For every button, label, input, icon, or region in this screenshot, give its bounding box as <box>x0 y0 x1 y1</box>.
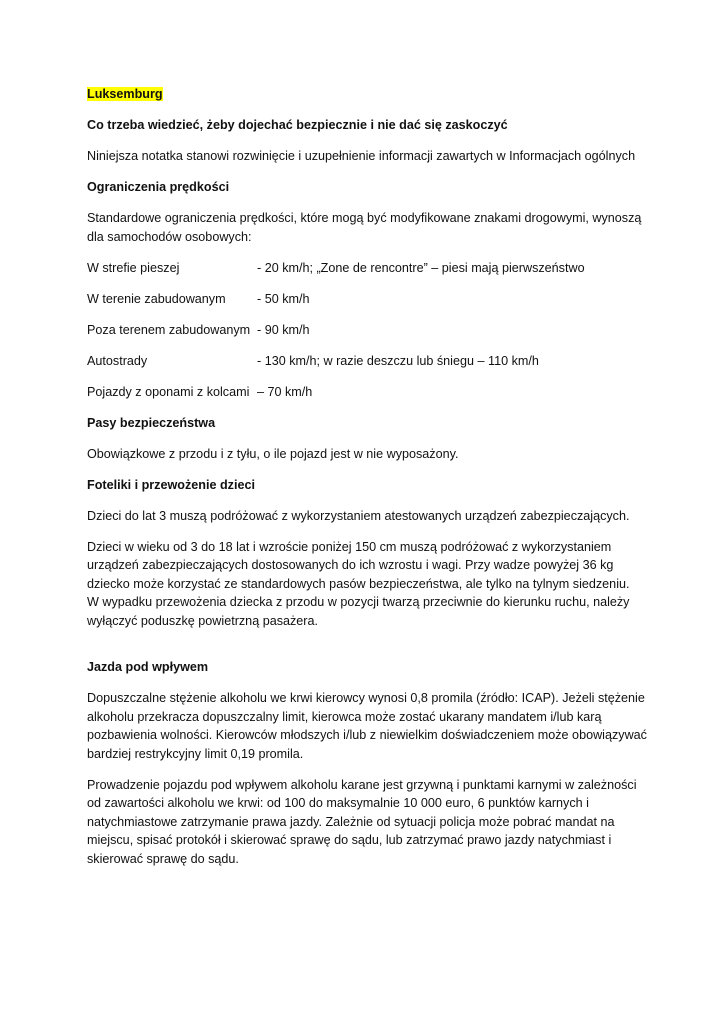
speed-label: Autostrady <box>87 353 148 368</box>
speed-row-motorway <box>87 352 647 371</box>
belts-paragraph: Obowiązkowe z przodu i z tyłu, o ile pojazd jest w nie wyposażony. <box>87 446 459 461</box>
speed-value: - 90 km/h <box>257 322 310 337</box>
speed-label: W terenie zabudowanym <box>87 291 226 306</box>
alcohol-paragraph-1: Dopuszczalne stężenie alkoholu we krwi kierowcy wynosi 0,8 promila (źródło: ICAP). Jeżeli stężenie alkoholu przekracza dopuszczalny limit, kierowca może zostać ukarany mandatem i/lub karą pozbawienia wolności. Kierowców młodszych i/lub z niewielkim doświadczeniem może obowiązywać bardziej restrykcyjny limit 0,19 promila. <box>87 691 647 761</box>
document-subtitle: Co trzeba wiedzieć, żeby dojechać bezpiecznie i nie dać się zaskoczyć <box>87 118 508 132</box>
speed-value: – 70 km/h <box>257 384 313 399</box>
speed-value: - 50 km/h <box>257 291 310 306</box>
intro-paragraph: Niniejsza notatka stanowi rozwinięcie i uzupełnienie informacji zawartych w Informacjach ogólnych <box>87 149 636 163</box>
alcohol-heading: Jazda pod wpływem <box>87 660 209 674</box>
child-heading: Foteliki i przewożenie dzieci <box>87 477 255 492</box>
child-paragraph-1: Dzieci do lat 3 muszą podróżować z wykorzystaniem atestowanych urządzeń zabezpieczających. <box>87 508 630 523</box>
child-paragraph-3-text: W wypadku przewożenia dziecka z przodu w pozycji twarzą przeciwnie do kierunku ruchu, należy wyłączyć poduszkę powietrzną pasażera. <box>87 595 630 628</box>
speed-row-studded-tyres <box>87 383 647 402</box>
speed-label: Pojazdy z oponami z kolcami <box>87 384 250 399</box>
belts-heading: Pasy bezpieczeństwa <box>87 415 216 430</box>
alcohol-paragraph-2: Prowadzenie pojazdu pod wpływem alkoholu karane jest grzywną i punktami karnymi w zależności od zawartości alkoholu we krwi: od 100 do maksymalnie 10 000 euro, 6 punktów karnych i natychmiastowe zatrzymanie prawa jazdy. Zależnie od sytuacji policja może pobrać mandat na miejscu, spisać protokół i skierować sprawę do sądu, lub zatrzymać prawo jazdy natychmiast i skierować sprawę do sądu. <box>87 777 637 866</box>
speed-row-pedestrian <box>87 259 647 278</box>
speed-label: W strefie pieszej <box>87 260 180 275</box>
speed-value: - 130 km/h; w razie deszczu lub śniegu – 110 km/h <box>257 353 539 368</box>
speed-label: Poza terenem zabudowanym <box>87 322 251 337</box>
speed-heading: Ograniczenia prędkości <box>87 180 230 194</box>
child-paragraph-2 <box>87 538 647 631</box>
title-text: Luksemburg <box>87 87 163 101</box>
speed-intro: Standardowe ograniczenia prędkości, które mogą być modyfikowane znakami drogowymi, wynoszą dla samochodów osobowych: <box>87 211 642 244</box>
child-paragraph-2-text: Dzieci w wieku od 3 do 18 lat i wzroście poniżej 150 cm muszą podróżować z wykorzystaniem urządzeń zabezpieczających dostosowanych do ich wzrostu i wagi. Przy wadze powyżej 36 kg dziecko może korzystać ze standardowych pasów bezpieczeństwa, ale tylko na tylnym siedzeniu. <box>87 539 630 591</box>
speed-row-outside <box>87 321 647 340</box>
speed-value: - 20 km/h; „Zone de rencontre” – piesi mają pierwszeństwo <box>257 260 585 275</box>
document-title <box>87 85 647 104</box>
document-page <box>87 85 647 881</box>
speed-row-built-up <box>87 290 647 309</box>
